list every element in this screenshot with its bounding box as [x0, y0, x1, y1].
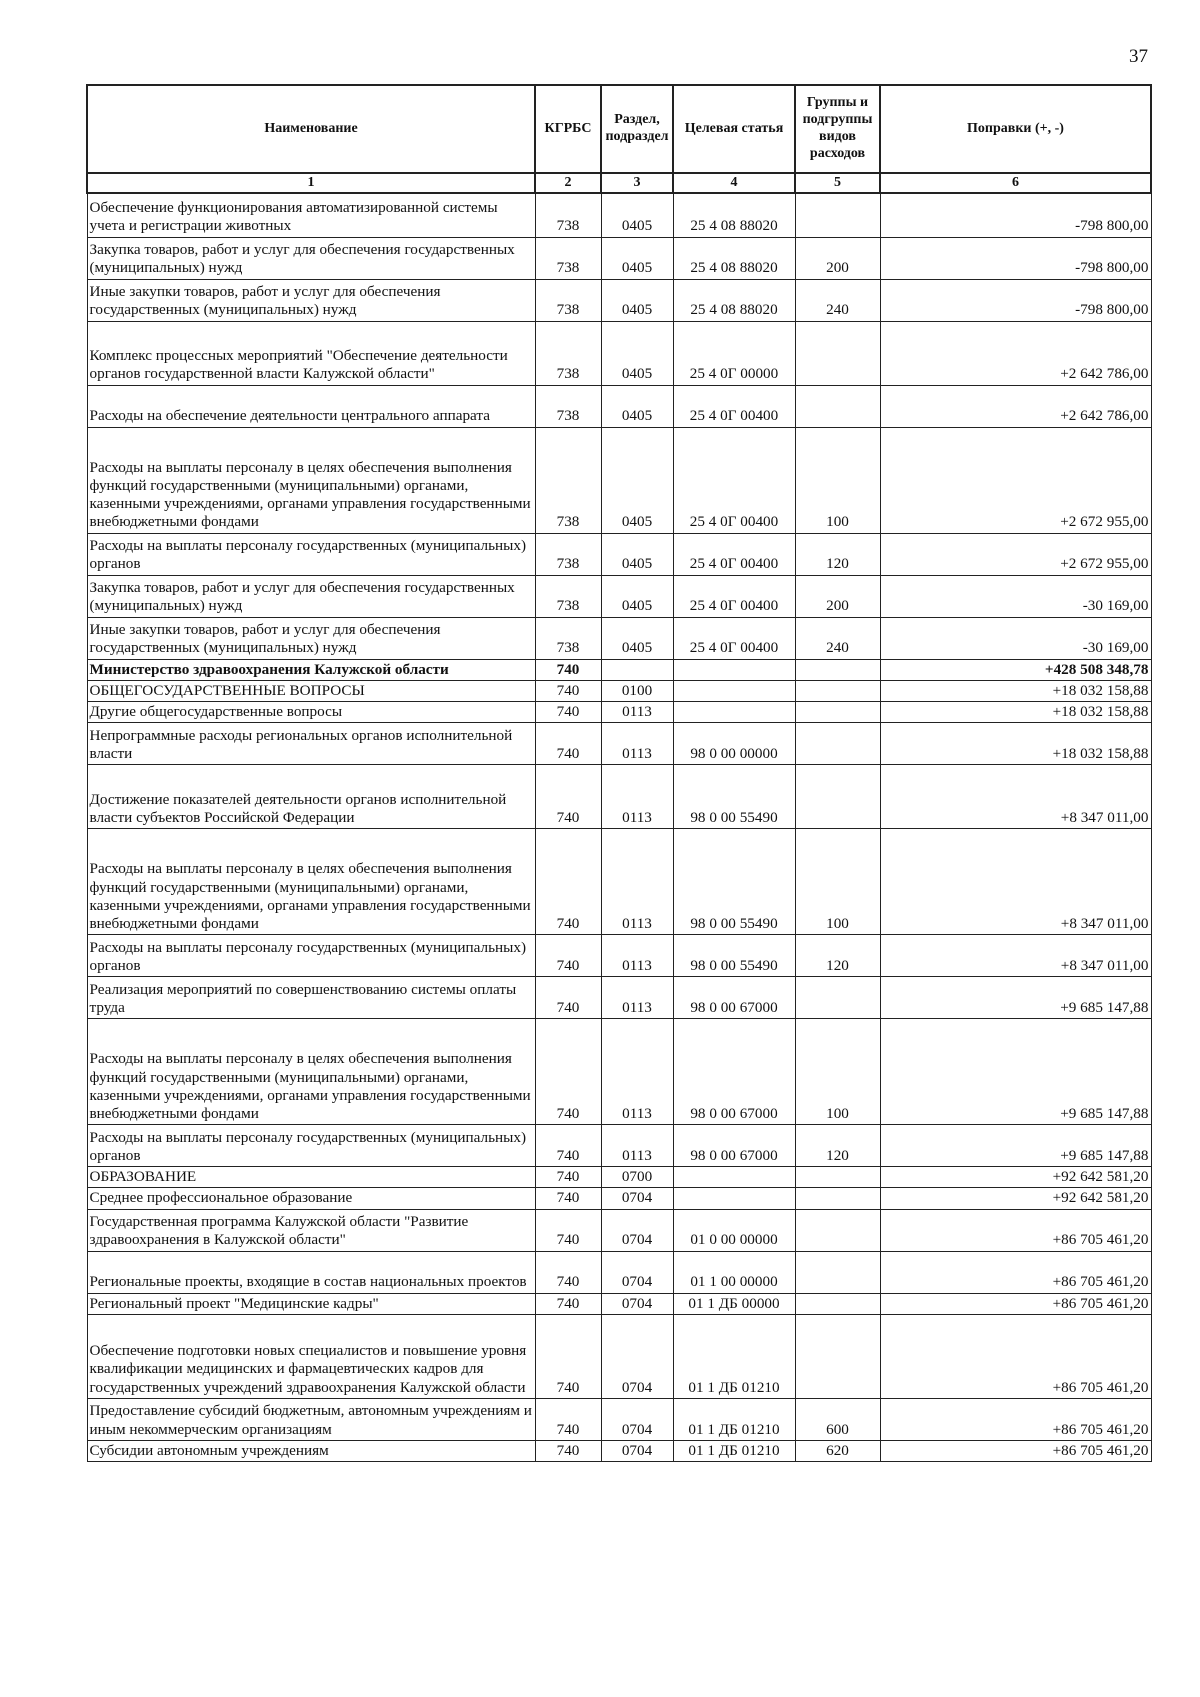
row-section: [601, 659, 673, 680]
table-body: [87, 193, 1151, 1462]
row-section: 0113: [601, 829, 673, 935]
row-name: ОБРАЗОВАНИЕ: [87, 1167, 535, 1188]
table-row: [87, 1314, 1151, 1398]
row-amendment-amount: +86 705 461,20: [880, 1314, 1151, 1398]
row-name: Расходы на выплаты персоналу в целях обеспечения выполнения функций государственными (муниципальными) органами, казенными учреждениями, органами управления государственными внебюджетными фондами: [87, 829, 535, 935]
row-name: Комплекс процессных мероприятий "Обеспечение деятельности органов государственной власти Калужской области": [87, 321, 535, 385]
row-name: Обеспечение функционирования автоматизированной системы учета и регистрации животных: [87, 193, 535, 237]
header-amendments: Поправки (+, -): [880, 85, 1151, 173]
header-row: [87, 85, 1151, 173]
row-kgrbs: 740: [535, 723, 601, 765]
row-amendment-amount: -30 169,00: [880, 575, 1151, 617]
row-amendment-amount: +2 642 786,00: [880, 321, 1151, 385]
row-section: 0704: [601, 1440, 673, 1461]
row-expense-group: 240: [795, 279, 880, 321]
row-expense-group: 200: [795, 237, 880, 279]
row-kgrbs: 740: [535, 1019, 601, 1125]
table-row: [87, 533, 1151, 575]
row-name: Расходы на выплаты персоналу в целях обеспечения выполнения функций государственными (муниципальными) органами, казенными учреждениями, органами управления государственными внебюджетными фондами: [87, 427, 535, 533]
row-name: Расходы на обеспечение деятельности центрального аппарата: [87, 385, 535, 427]
row-kgrbs: 740: [535, 1251, 601, 1293]
row-expense-group: [795, 680, 880, 701]
row-kgrbs: 738: [535, 279, 601, 321]
row-amendment-amount: +9 685 147,88: [880, 1125, 1151, 1167]
row-amendment-amount: -30 169,00: [880, 617, 1151, 659]
page-number: 37: [1129, 46, 1148, 67]
row-expense-group: 240: [795, 617, 880, 659]
row-kgrbs: 740: [535, 1440, 601, 1461]
row-name: Непрограммные расходы региональных органов исполнительной власти: [87, 723, 535, 765]
row-amendment-amount: +86 705 461,20: [880, 1293, 1151, 1314]
header-name: Наименование: [87, 85, 535, 173]
row-target-article: 01 0 00 00000: [673, 1209, 795, 1251]
row-section: 0113: [601, 935, 673, 977]
table-row: [87, 935, 1151, 977]
row-target-article: 25 4 0Г 00400: [673, 385, 795, 427]
row-expense-group: [795, 765, 880, 829]
row-target-article: [673, 1188, 795, 1209]
row-kgrbs: 738: [535, 617, 601, 659]
table-row: [87, 765, 1151, 829]
row-amendment-amount: +18 032 158,88: [880, 680, 1151, 701]
row-target-article: 01 1 ДБ 01210: [673, 1398, 795, 1440]
row-expense-group: [795, 1314, 880, 1398]
row-section: 0100: [601, 680, 673, 701]
table-row: [87, 1167, 1151, 1188]
row-target-article: 98 0 00 67000: [673, 1019, 795, 1125]
row-name: Иные закупки товаров, работ и услуг для обеспечения государственных (муниципальных) нужд: [87, 279, 535, 321]
table-row: [87, 701, 1151, 722]
table-row: [87, 659, 1151, 680]
row-kgrbs: 740: [535, 1314, 601, 1398]
table-row: [87, 1440, 1151, 1461]
table-row: [87, 1293, 1151, 1314]
row-amendment-amount: +18 032 158,88: [880, 723, 1151, 765]
row-section: 0113: [601, 1125, 673, 1167]
table-row: [87, 237, 1151, 279]
row-target-article: 01 1 ДБ 01210: [673, 1440, 795, 1461]
row-name: Расходы на выплаты персоналу государственных (муниципальных) органов: [87, 533, 535, 575]
row-section: 0405: [601, 321, 673, 385]
table-row: [87, 1019, 1151, 1125]
row-amendment-amount: +86 705 461,20: [880, 1398, 1151, 1440]
row-amendment-amount: +86 705 461,20: [880, 1440, 1151, 1461]
table-row: [87, 1125, 1151, 1167]
row-target-article: 01 1 00 00000: [673, 1251, 795, 1293]
row-amendment-amount: -798 800,00: [880, 237, 1151, 279]
row-name: Субсидии автономным учреждениям: [87, 1440, 535, 1461]
row-amendment-amount: +9 685 147,88: [880, 977, 1151, 1019]
row-target-article: [673, 1167, 795, 1188]
row-target-article: 98 0 00 67000: [673, 977, 795, 1019]
row-expense-group: [795, 977, 880, 1019]
row-section: 0405: [601, 533, 673, 575]
row-name: Предоставление субсидий бюджетным, автономным учреждениям и иным некоммерческим организациям: [87, 1398, 535, 1440]
row-expense-group: [795, 659, 880, 680]
table-row: [87, 279, 1151, 321]
row-section: 0700: [601, 1167, 673, 1188]
row-name: ОБЩЕГОСУДАРСТВЕННЫЕ ВОПРОСЫ: [87, 680, 535, 701]
row-target-article: 01 1 ДБ 01210: [673, 1314, 795, 1398]
row-expense-group: [795, 193, 880, 237]
table-row: [87, 723, 1151, 765]
row-section: 0405: [601, 237, 673, 279]
table-row: [87, 575, 1151, 617]
row-target-article: [673, 701, 795, 722]
row-section: 0704: [601, 1293, 673, 1314]
row-name: Обеспечение подготовки новых специалистов и повышение уровня квалификации медицинских и фармацевтических кадров для государственных учреждений здравоохранения Калужской области: [87, 1314, 535, 1398]
row-target-article: 01 1 ДБ 00000: [673, 1293, 795, 1314]
row-target-article: 25 4 0Г 00400: [673, 617, 795, 659]
row-expense-group: 200: [795, 575, 880, 617]
row-amendment-amount: -798 800,00: [880, 279, 1151, 321]
row-name: Закупка товаров, работ и услуг для обеспечения государственных (муниципальных) нужд: [87, 237, 535, 279]
row-kgrbs: 738: [535, 575, 601, 617]
row-name: Другие общегосударственные вопросы: [87, 701, 535, 722]
row-amendment-amount: +92 642 581,20: [880, 1167, 1151, 1188]
table-row: [87, 977, 1151, 1019]
row-kgrbs: 740: [535, 765, 601, 829]
row-amendment-amount: +8 347 011,00: [880, 765, 1151, 829]
table-row: [87, 385, 1151, 427]
row-amendment-amount: +2 642 786,00: [880, 385, 1151, 427]
row-kgrbs: 740: [535, 1209, 601, 1251]
row-kgrbs: 738: [535, 237, 601, 279]
row-kgrbs: 738: [535, 385, 601, 427]
row-kgrbs: 740: [535, 659, 601, 680]
row-section: 0113: [601, 723, 673, 765]
row-name: Региональные проекты, входящие в состав национальных проектов: [87, 1251, 535, 1293]
column-number: 5: [795, 173, 880, 193]
row-name: Расходы на выплаты персоналу в целях обеспечения выполнения функций государственными (муниципальными) органами, казенными учреждениями, органами управления государственными внебюджетными фондами: [87, 1019, 535, 1125]
row-section: 0704: [601, 1398, 673, 1440]
row-name: Региональный проект "Медицинские кадры": [87, 1293, 535, 1314]
row-expense-group: [795, 1188, 880, 1209]
row-expense-group: 600: [795, 1398, 880, 1440]
column-number: 2: [535, 173, 601, 193]
row-target-article: 25 4 0Г 00400: [673, 427, 795, 533]
table-row: [87, 321, 1151, 385]
row-section: 0405: [601, 279, 673, 321]
row-kgrbs: 740: [535, 1293, 601, 1314]
row-section: 0113: [601, 701, 673, 722]
row-amendment-amount: +92 642 581,20: [880, 1188, 1151, 1209]
row-amendment-amount: +8 347 011,00: [880, 829, 1151, 935]
table-row: [87, 427, 1151, 533]
row-expense-group: [795, 1167, 880, 1188]
row-name: Иные закупки товаров, работ и услуг для обеспечения государственных (муниципальных) нужд: [87, 617, 535, 659]
row-amendment-amount: +86 705 461,20: [880, 1209, 1151, 1251]
row-expense-group: 100: [795, 1019, 880, 1125]
row-section: 0704: [601, 1251, 673, 1293]
row-name: Государственная программа Калужской области "Развитие здравоохранения в Калужской области": [87, 1209, 535, 1251]
row-amendment-amount: +428 508 348,78: [880, 659, 1151, 680]
row-section: 0405: [601, 193, 673, 237]
row-name: Расходы на выплаты персоналу государственных (муниципальных) органов: [87, 1125, 535, 1167]
table-row: [87, 193, 1151, 237]
row-target-article: 98 0 00 55490: [673, 765, 795, 829]
row-section: 0405: [601, 575, 673, 617]
row-expense-group: [795, 723, 880, 765]
row-name: Расходы на выплаты персоналу государственных (муниципальных) органов: [87, 935, 535, 977]
row-target-article: 98 0 00 55490: [673, 829, 795, 935]
row-target-article: 98 0 00 55490: [673, 935, 795, 977]
row-kgrbs: 738: [535, 427, 601, 533]
row-kgrbs: 740: [535, 680, 601, 701]
table-row: [87, 680, 1151, 701]
row-section: 0704: [601, 1209, 673, 1251]
header-section: Раздел, подраздел: [601, 85, 673, 173]
row-kgrbs: 738: [535, 533, 601, 575]
row-target-article: 25 4 0Г 00400: [673, 533, 795, 575]
row-target-article: 25 4 0Г 00400: [673, 575, 795, 617]
row-section: 0405: [601, 427, 673, 533]
row-kgrbs: 740: [535, 1167, 601, 1188]
row-kgrbs: 738: [535, 193, 601, 237]
row-amendment-amount: +9 685 147,88: [880, 1019, 1151, 1125]
row-expense-group: 120: [795, 533, 880, 575]
row-expense-group: 100: [795, 829, 880, 935]
row-kgrbs: 740: [535, 1125, 601, 1167]
row-section: 0113: [601, 1019, 673, 1125]
row-amendment-amount: +18 032 158,88: [880, 701, 1151, 722]
table-row: [87, 1209, 1151, 1251]
row-expense-group: 120: [795, 935, 880, 977]
table-row: [87, 1398, 1151, 1440]
column-number: 1: [87, 173, 535, 193]
column-number-row: [87, 173, 1151, 193]
row-expense-group: [795, 321, 880, 385]
row-name: Министерство здравоохранения Калужской области: [87, 659, 535, 680]
row-name: Реализация мероприятий по совершенствованию системы оплаты труда: [87, 977, 535, 1019]
row-amendment-amount: +2 672 955,00: [880, 533, 1151, 575]
table-row: [87, 1251, 1151, 1293]
row-amendment-amount: +8 347 011,00: [880, 935, 1151, 977]
row-target-article: 25 4 08 88020: [673, 279, 795, 321]
row-kgrbs: 740: [535, 1188, 601, 1209]
header-kgrbs: КГРБС: [535, 85, 601, 173]
row-section: 0405: [601, 617, 673, 659]
row-name: Закупка товаров, работ и услуг для обеспечения государственных (муниципальных) нужд: [87, 575, 535, 617]
row-target-article: [673, 680, 795, 701]
table-row: [87, 1188, 1151, 1209]
row-expense-group: [795, 1293, 880, 1314]
row-expense-group: 620: [795, 1440, 880, 1461]
row-amendment-amount: +2 672 955,00: [880, 427, 1151, 533]
row-expense-group: [795, 701, 880, 722]
row-target-article: 98 0 00 67000: [673, 1125, 795, 1167]
row-target-article: 25 4 08 88020: [673, 193, 795, 237]
row-amendment-amount: -798 800,00: [880, 193, 1151, 237]
row-expense-group: [795, 1251, 880, 1293]
column-number: 4: [673, 173, 795, 193]
row-kgrbs: 738: [535, 321, 601, 385]
row-expense-group: 100: [795, 427, 880, 533]
column-number: 6: [880, 173, 1151, 193]
row-kgrbs: 740: [535, 977, 601, 1019]
row-section: 0113: [601, 765, 673, 829]
row-target-article: 25 4 0Г 00000: [673, 321, 795, 385]
row-section: 0405: [601, 385, 673, 427]
header-target-article: Целевая статья: [673, 85, 795, 173]
row-section: 0704: [601, 1314, 673, 1398]
row-kgrbs: 740: [535, 701, 601, 722]
table-row: [87, 617, 1151, 659]
row-target-article: [673, 659, 795, 680]
row-section: 0113: [601, 977, 673, 1019]
row-expense-group: 120: [795, 1125, 880, 1167]
row-expense-group: [795, 385, 880, 427]
table-row: [87, 829, 1151, 935]
row-name: Среднее профессиональное образование: [87, 1188, 535, 1209]
row-amendment-amount: +86 705 461,20: [880, 1251, 1151, 1293]
column-number: 3: [601, 173, 673, 193]
row-kgrbs: 740: [535, 1398, 601, 1440]
row-target-article: 98 0 00 00000: [673, 723, 795, 765]
row-kgrbs: 740: [535, 829, 601, 935]
row-kgrbs: 740: [535, 935, 601, 977]
row-section: 0704: [601, 1188, 673, 1209]
row-name: Достижение показателей деятельности органов исполнительной власти субъектов Российской Федерации: [87, 765, 535, 829]
header-expense-group: Группы и подгруппы видов расходов: [795, 85, 880, 173]
row-target-article: 25 4 08 88020: [673, 237, 795, 279]
budget-amendments-table: [86, 84, 1152, 1462]
row-expense-group: [795, 1209, 880, 1251]
